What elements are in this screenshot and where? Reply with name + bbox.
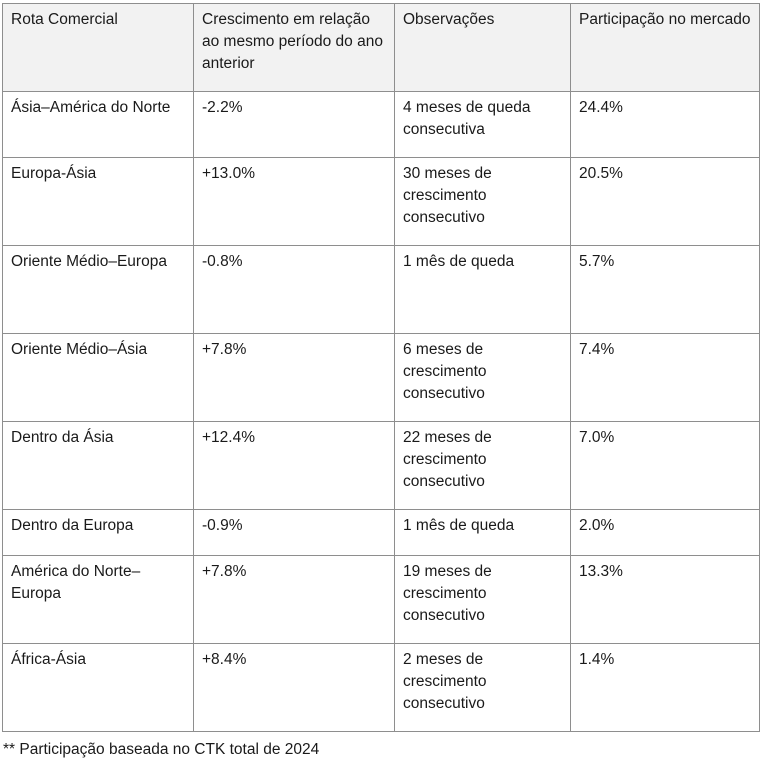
header-share: Participação no mercado bbox=[571, 4, 760, 92]
table-row bbox=[3, 510, 760, 556]
cell-growth: -2.2% bbox=[194, 92, 395, 158]
table-header-row bbox=[3, 4, 760, 92]
cell-share: 20.5% bbox=[571, 158, 760, 246]
cell-growth: -0.9% bbox=[194, 510, 395, 556]
cell-notes: 1 mês de queda bbox=[395, 510, 571, 556]
cell-share: 7.4% bbox=[571, 334, 760, 422]
cell-growth: +8.4% bbox=[194, 644, 395, 732]
footnote: ** Participação baseada no CTK total de 2024 bbox=[3, 741, 320, 758]
cell-notes: 22 meses de crescimento consecutivo bbox=[395, 422, 571, 510]
cell-notes: 4 meses de queda consecutiva bbox=[395, 92, 571, 158]
table-row bbox=[3, 158, 760, 246]
cell-share: 1.4% bbox=[571, 644, 760, 732]
cell-share: 5.7% bbox=[571, 246, 760, 334]
trade-routes-table bbox=[2, 3, 760, 732]
cell-share: 2.0% bbox=[571, 510, 760, 556]
cell-growth: +7.8% bbox=[194, 334, 395, 422]
table-row bbox=[3, 92, 760, 158]
cell-growth: +12.4% bbox=[194, 422, 395, 510]
cell-route: Europa-Ásia bbox=[3, 158, 194, 246]
cell-notes: 1 mês de queda bbox=[395, 246, 571, 334]
table-row bbox=[3, 422, 760, 510]
table-row bbox=[3, 246, 760, 334]
cell-notes: 19 meses de crescimento consecutivo bbox=[395, 556, 571, 644]
cell-growth: -0.8% bbox=[194, 246, 395, 334]
cell-share: 13.3% bbox=[571, 556, 760, 644]
table-row bbox=[3, 334, 760, 422]
cell-notes: 30 meses de crescimento consecutivo bbox=[395, 158, 571, 246]
cell-share: 7.0% bbox=[571, 422, 760, 510]
table-row bbox=[3, 556, 760, 644]
cell-share: 24.4% bbox=[571, 92, 760, 158]
header-route: Rota Comercial bbox=[3, 4, 194, 92]
cell-route: Ásia–América do Norte bbox=[3, 92, 194, 158]
header-growth: Crescimento em relação ao mesmo período do ano anterior bbox=[194, 4, 395, 92]
cell-growth: +13.0% bbox=[194, 158, 395, 246]
cell-route: Dentro da Ásia bbox=[3, 422, 194, 510]
cell-route: América do Norte–Europa bbox=[3, 556, 194, 644]
cell-route: Dentro da Europa bbox=[3, 510, 194, 556]
header-notes: Observações bbox=[395, 4, 571, 92]
cell-route: África-Ásia bbox=[3, 644, 194, 732]
cell-route: Oriente Médio–Europa bbox=[3, 246, 194, 334]
cell-notes: 2 meses de crescimento consecutivo bbox=[395, 644, 571, 732]
table-row bbox=[3, 644, 760, 732]
cell-route: Oriente Médio–Ásia bbox=[3, 334, 194, 422]
cell-notes: 6 meses de crescimento consecutivo bbox=[395, 334, 571, 422]
cell-growth: +7.8% bbox=[194, 556, 395, 644]
market-table-container bbox=[2, 3, 759, 732]
